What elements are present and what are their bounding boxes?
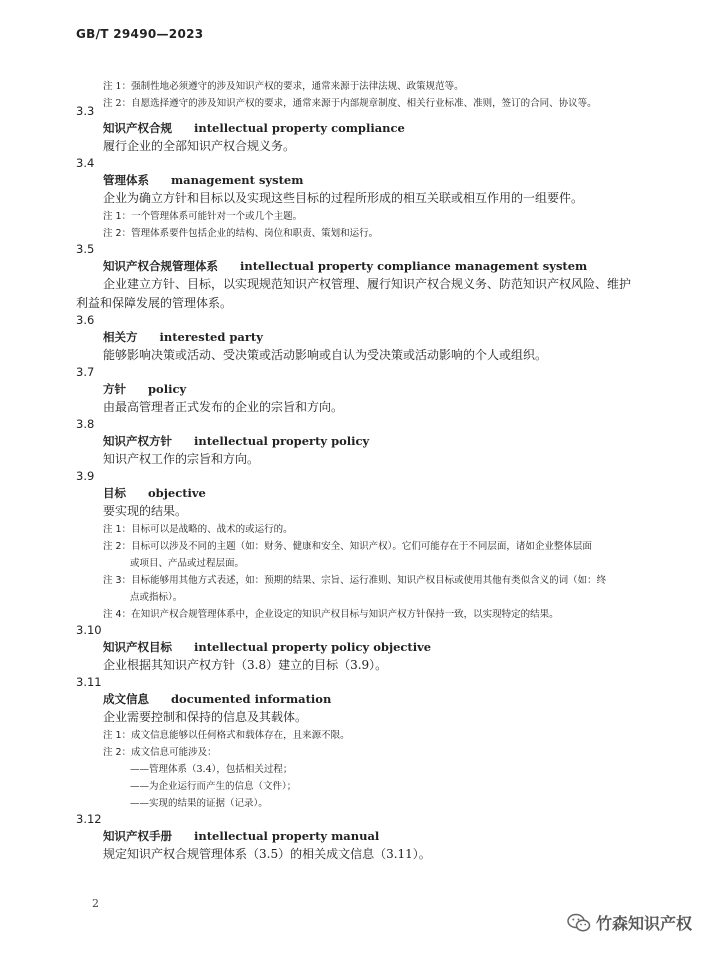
section-number: 3.6 [76,313,95,327]
term-heading [103,119,656,137]
term-chinese: 知识产权手册 [103,829,172,843]
note-line: 注 2：自愿选择遵守的涉及知识产权的要求，通常来源于内部规章制度、相关行业标准、准则，签订的合同、协议等。 [103,98,597,109]
term-heading [103,827,656,845]
note [103,208,656,225]
definition-line: 能够影响决策或活动、受决策或活动影响或自认为受决策或活动影响的个人或组织。 [103,348,548,362]
terms-content [76,104,656,864]
definition-line: 规定知识产权合规管理体系（3.5）的相关成文信息（3.11）。 [103,847,431,861]
dash-item: ——管理体系（3.4），包括相关过程； [130,764,293,775]
section-number: 3.10 [76,623,102,637]
term-chinese: 知识产权目标 [103,640,172,654]
note-label: 注 2： [103,747,132,758]
note-text: 或项目、产品或过程层面。 [130,558,245,569]
term-heading [103,380,656,398]
definition-line: 企业需要控制和保持的信息及其载体。 [103,710,308,724]
note [103,521,656,538]
dash-item: ——实现的结果的证据（记录）。 [130,798,268,809]
page-number: 2 [92,897,99,910]
note-label: 注 4： [103,609,132,620]
term-english: intellectual property policy objective [194,640,432,654]
term-heading [103,484,656,502]
section-number: 3.8 [76,417,95,431]
note [103,744,656,761]
term-chinese: 知识产权方针 [103,434,172,448]
term-heading [103,328,656,346]
term-definition [103,398,658,417]
note [103,606,656,623]
term-chinese: 方针 [103,382,126,396]
note-text: 管理体系要件包括企业的结构、岗位和职责、策划和运行。 [131,228,379,239]
note [103,538,656,572]
section-number: 3.3 [76,104,95,118]
term-chinese: 相关方 [103,330,138,344]
definition-line: 由最高管理者正式发布的企业的宗旨和方向。 [103,400,344,414]
note-label: 注 2： [103,541,132,552]
dash-item: ——为企业运行而产生的信息（文件）； [130,781,297,792]
term-heading [103,257,656,275]
term-english: intellectual property compliance [194,121,405,135]
definition-line: 要实现的结果。 [103,504,188,518]
note-label: 注 1： [103,730,132,741]
term-heading [103,690,656,708]
note-line: 注 1：强制性地必须遵守的涉及知识产权的要求，通常来源于法律法规、政策规范等。 [103,81,464,92]
note-text: 成文信息能够以任何格式和载体存在，且来源不限。 [131,730,350,741]
definition-line: 企业为确立方针和目标以及实现这些目标的过程所形成的相互关联或相互作用的一组要件。 [103,191,584,205]
section-number: 3.4 [76,156,95,170]
term-english: management system [171,173,304,187]
note-label: 注 3： [103,575,132,586]
term-chinese: 管理体系 [103,173,149,187]
term-english: intellectual property manual [194,829,380,843]
term-english: documented information [171,692,332,706]
section-number: 3.7 [76,365,95,379]
term-chinese: 知识产权合规 [103,121,172,135]
note-text: 目标可以涉及不同的主题（如：财务、健康和安全、知识产权）。它们可能存在于不同层面，诸如企业整体层面 [131,541,592,552]
watermark-text: 竹森知识产权 [596,914,693,933]
term-english: intellectual property policy [194,434,370,448]
note-text: 目标可以是战略的、战术的或运行的。 [131,524,293,535]
note-label: 注 1： [103,524,132,535]
term-definition [103,346,658,365]
note-text: 目标能够用其他方式表述，如：预期的结果、宗旨、运行准则、知识产权目标或使用其他有类似含义的词（如：终 [131,575,607,586]
definition-line: 企业根据其知识产权方针（3.8）建立的目标（3.9）。 [103,658,388,672]
note-text: 在知识产权合规管理体系中，企业设定的知识产权目标与知识产权方针保持一致，以实现特定的结果。 [131,609,559,620]
term-chinese: 知识产权合规管理体系 [103,259,218,273]
term-heading [103,171,656,189]
term-definition [76,275,658,313]
term-english: intellectual property compliance management system [240,259,588,273]
term-definition [103,450,658,469]
term-english: interested party [159,330,263,344]
watermark [567,911,692,934]
term-heading [103,432,656,450]
term-chinese: 目标 [103,486,126,500]
term-definition [103,189,658,208]
note [103,572,656,606]
section-number: 3.9 [76,469,95,483]
section-number: 3.11 [76,675,102,689]
term-english: policy [148,382,187,396]
note-label: 注 1： [103,211,132,222]
wechat-icon [567,913,591,933]
definition-line: 利益和保障发展的管理体系。 [76,296,233,310]
definition-line: 企业建立方针、目标，以实现规范知识产权管理、履行知识产权合规义务、防范知识产权风险、维护 [103,277,632,291]
standard-number: GB/T 29490—2023 [76,27,204,41]
term-definition [103,845,658,864]
term-heading [103,638,656,656]
term-english: objective [148,486,206,500]
definition-line: 履行企业的全部知识产权合规义务。 [103,139,296,153]
note [103,727,656,744]
note-text: 一个管理体系可能针对一个或几个主题。 [131,211,303,222]
definition-line: 知识产权工作的宗旨和方向。 [103,452,260,466]
section-number: 3.12 [76,812,102,826]
term-chinese: 成文信息 [103,692,149,706]
note-label: 注 2： [103,228,132,239]
note-text: 成文信息可能涉及： [131,747,217,758]
term-definition [103,137,658,156]
section-number: 3.5 [76,242,95,256]
note-text: 点或指标）。 [130,592,183,603]
term-definition [103,708,658,727]
note [103,225,656,242]
term-definition [103,502,658,521]
term-definition [103,656,658,675]
